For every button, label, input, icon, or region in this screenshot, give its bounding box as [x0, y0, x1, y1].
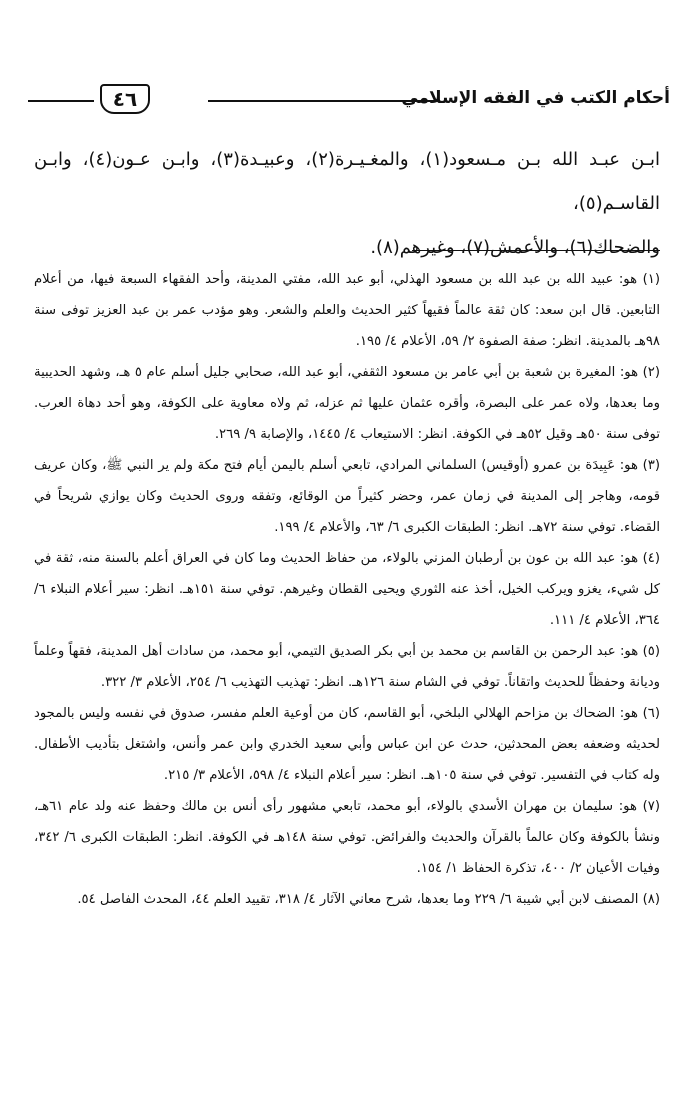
footnote-4 — [34, 543, 660, 636]
footnote-separator — [412, 250, 660, 251]
main-text-line-1: ابـن عبـد الله بـن مـسعود(١)، والمغـيـرة(٢)، وعبيـدة(٣)، وابـن عـون(٤)، وابـن القاسـم(٥)، — [34, 149, 661, 214]
footnote-3 — [34, 450, 660, 543]
header-rule-left — [28, 100, 94, 102]
main-text-line-2: والضحاك(٦)، والأعمش(٧)، وغيرهم(٨). — [370, 237, 660, 258]
footnote-6 — [34, 698, 660, 791]
footnote-number: (٨) — [642, 892, 660, 907]
header-rule-right — [208, 100, 440, 102]
footnote-number: (٧) — [642, 799, 661, 814]
footnote-text: هو: الضحاك بن مزاحم الهلالي البلخي، أبو القاسم، كان من أوعية العلم مفسر، صدوق في نفسه وليس بالمجود لحديثه وضعفه بعض المحدثين، حدث عن ابن عباس وأبي سعيد الخدري وابن عمر وأنس، واشتغل بتأديب الأطفال. وله كتاب في التفسير. توفي في سنة ١٠٥هـ. انظر: سير أعلام النبلاء ٤/ ٥٩٨، الأعلام ٣/ ٢١٥. — [34, 706, 660, 783]
footnote-text: المصنف لابن أبي شيبة ٦/ ٢٢٩ وما بعدها، شرح معاني الآثار ٤/ ٣١٨، تقييد العلم ٤٤، المحدث الفاصل ٥٤. — [77, 892, 639, 907]
footnote-5 — [34, 636, 660, 698]
footnote-text: هو: المغيرة بن شعبة بن أبي عامر بن مسعود الثقفي، أبو عبد الله، صحابي جليل أسلم عام ٥ هـ، وشهد الحديبية وما بعدها، ولاه عمر على البصرة، وأقره عثمان عليها ثم عزله، ثم ولاه معاوية على الكوفة، وهو أحد دهاة العرب. توفى سنة ٥٠هـ وقيل ٥٢هـ في الكوفة. انظر: الاستيعاب ٤/ ١٤٤٥، والإصابة ٩/ ٢٦٩. — [34, 365, 660, 442]
footnote-text: هو: عبيد الله بن عبد الله بن مسعود الهذلي، أبو عبد الله، مفتي المدينة، وأحد الفقهاء السبعة فيها، من أعلام التابعين. قال ابن سعد: كان ثقة عالماً فقيهاً كثير الحديث والعلم والشعر. وهو مؤدب عمر بن عبد العزيز توفى سنة ٩٨هـ بالمدينة. انظر: صفة الصفوة ٢/ ٥٩، الأعلام ٤/ ١٩٥. — [34, 272, 660, 349]
page-number: ٤٦ — [100, 84, 150, 114]
footnote-number: (١) — [642, 272, 660, 287]
footnote-7 — [34, 791, 660, 884]
footnote-text: هو: عبد الله بن عون بن أرطبان المزني بالولاء، من حفاظ الحديث وما كان في العراق أعلم بالسنة منه، ثقة في كل شيء، يغزو ويركب الخيل، أخذ عنه الثوري ويحيى القطان وغيرهم. توفي سنة ١٥١هـ. انظر: سير أعلام النبلاء ٦/ ٣٦٤، الأعلام ٤/ ١١١. — [34, 551, 660, 628]
footnote-text: هو: عبد الرحمن بن القاسم بن محمد بن أبي بكر الصديق التيمي، أبو محمد، من سادات أهل المدينة، فقهاً وعلماً وديانة وحفظاً للحديث واتقاناً. توفي في الشام سنة ١٢٦هـ. انظر: تهذيب التهذيب ٦/ ٢٥٤، الأعلام ٣/ ٣٢٢. — [34, 644, 660, 690]
footnote-text: هو: عَبِيدَة بن عمرو (أوقيس) السلماني المرادي، تابعي أسلم باليمن أيام فتح مكة ولم ير النبي ﷺ، وكان عريف قومه، وهاجر إلى المدينة في زمان عمر، وحضر كثيراً من الوقائع، وتفقه وروى الحديث وكان يوازي شريحاً في القضاء. توفي سنة ٧٢هـ. انظر: الطبقات الكبرى ٦/ ٦٣، والأعلام ٤/ ١٩٩. — [34, 458, 660, 535]
footnote-number: (٥) — [642, 644, 660, 659]
footnote-number: (٢) — [642, 365, 660, 380]
header-title: أحكام الكتب في الفقه الإسلامي — [401, 88, 670, 108]
footnote-number: (٣) — [642, 458, 660, 473]
footnote-number: (٤) — [642, 551, 660, 566]
footnote-text: هو: سليمان بن مهران الأسدي بالولاء، أبو محمد، تابعي مشهور رأى أنس بن مالك وحفظ عنه ولد عام ٦١هـ، ونشأ بالكوفة وكان عالماً بالقرآن والحديث والفرائض. توفي سنة ١٤٨هـ في الكوفة. انظر: الطبقات الكبرى ٦/ ٣٤٢، وفيات الأعيان ٢/ ٤٠٠، تذكرة الحفاظ ١/ ١٥٤. — [34, 799, 661, 876]
footnote-8 — [34, 884, 660, 915]
running-header — [28, 80, 670, 120]
footnote-2 — [34, 357, 660, 450]
footnotes — [34, 264, 660, 915]
footnote-1 — [34, 264, 660, 357]
footnote-number: (٦) — [642, 706, 660, 721]
